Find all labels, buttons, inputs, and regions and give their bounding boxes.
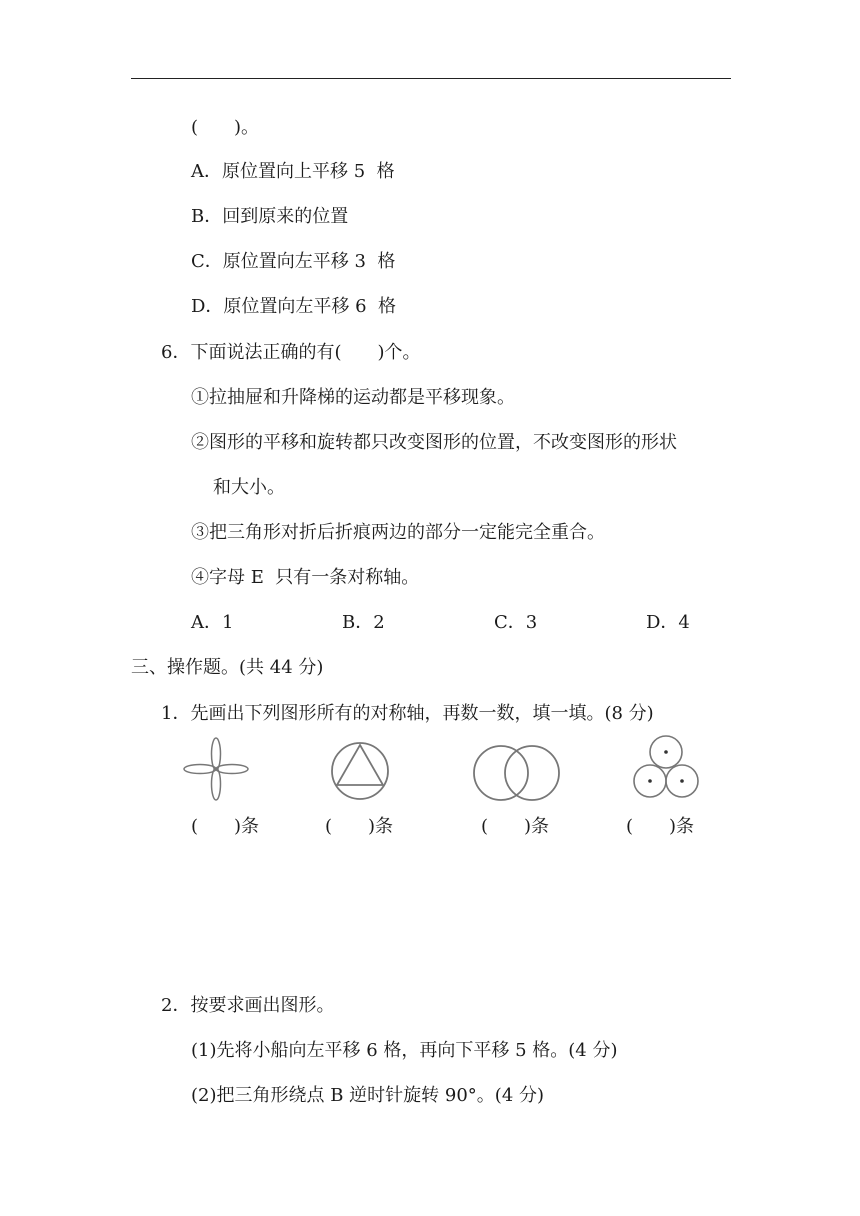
q6-statement-2: ②图形的平移和旋转都只改变图形的位置，不改变图形的形状 — [191, 432, 677, 453]
q6-option-c: C．3 — [494, 612, 538, 633]
q6-statement-2-cont: 和大小。 — [213, 477, 285, 498]
q6-option-a: A．1 — [191, 612, 234, 633]
q5-stem-tail: ( )。 — [191, 117, 260, 138]
q6-statement-4: ④字母 E 只有一条对称轴。 — [191, 567, 420, 588]
q1-blank-3[interactable]: ( )条 — [481, 816, 550, 837]
q5-option-b: B．回到原来的位置 — [191, 206, 349, 227]
header-rule — [131, 78, 731, 79]
q5-option-a: A．原位置向上平移 5 格 — [191, 161, 395, 182]
section3-heading: 三、操作题。(共 44 分) — [131, 657, 324, 678]
section3-q2-part-2: (2)把三角形绕点 B 逆时针旋转 90°。(4 分) — [191, 1085, 545, 1106]
q1-blank-4[interactable]: ( )条 — [626, 816, 695, 837]
two-overlapping-circles-figure — [470, 742, 564, 804]
q6-statement-1: ①拉抽屉和升降梯的运动都是平移现象。 — [191, 387, 515, 408]
q1-blank-1[interactable]: ( )条 — [191, 816, 260, 837]
section3-q1-stem: 1．先画出下列图形所有的对称轴，再数一数，填一填。(8 分) — [161, 703, 654, 724]
three-circles-with-dots-figure — [631, 734, 703, 804]
section3-q2-stem: 2．按要求画出图形。 — [161, 995, 335, 1016]
q5-option-d: D．原位置向左平移 6 格 — [191, 296, 397, 317]
q1-blank-2[interactable]: ( )条 — [325, 816, 394, 837]
circle-with-triangle-figure — [328, 739, 392, 803]
q6-stem: 6．下面说法正确的有( )个。 — [161, 342, 421, 363]
q5-option-c: C．原位置向左平移 3 格 — [191, 251, 396, 272]
four-petal-flower-figure — [182, 736, 250, 802]
q6-option-d: D．4 — [646, 612, 690, 633]
q6-option-b: B．2 — [342, 612, 385, 633]
q6-statement-3: ③把三角形对折后折痕两边的部分一定能完全重合。 — [191, 522, 605, 543]
section3-q2-part-1: (1)先将小船向左平移 6 格，再向下平移 5 格。(4 分) — [191, 1040, 618, 1061]
